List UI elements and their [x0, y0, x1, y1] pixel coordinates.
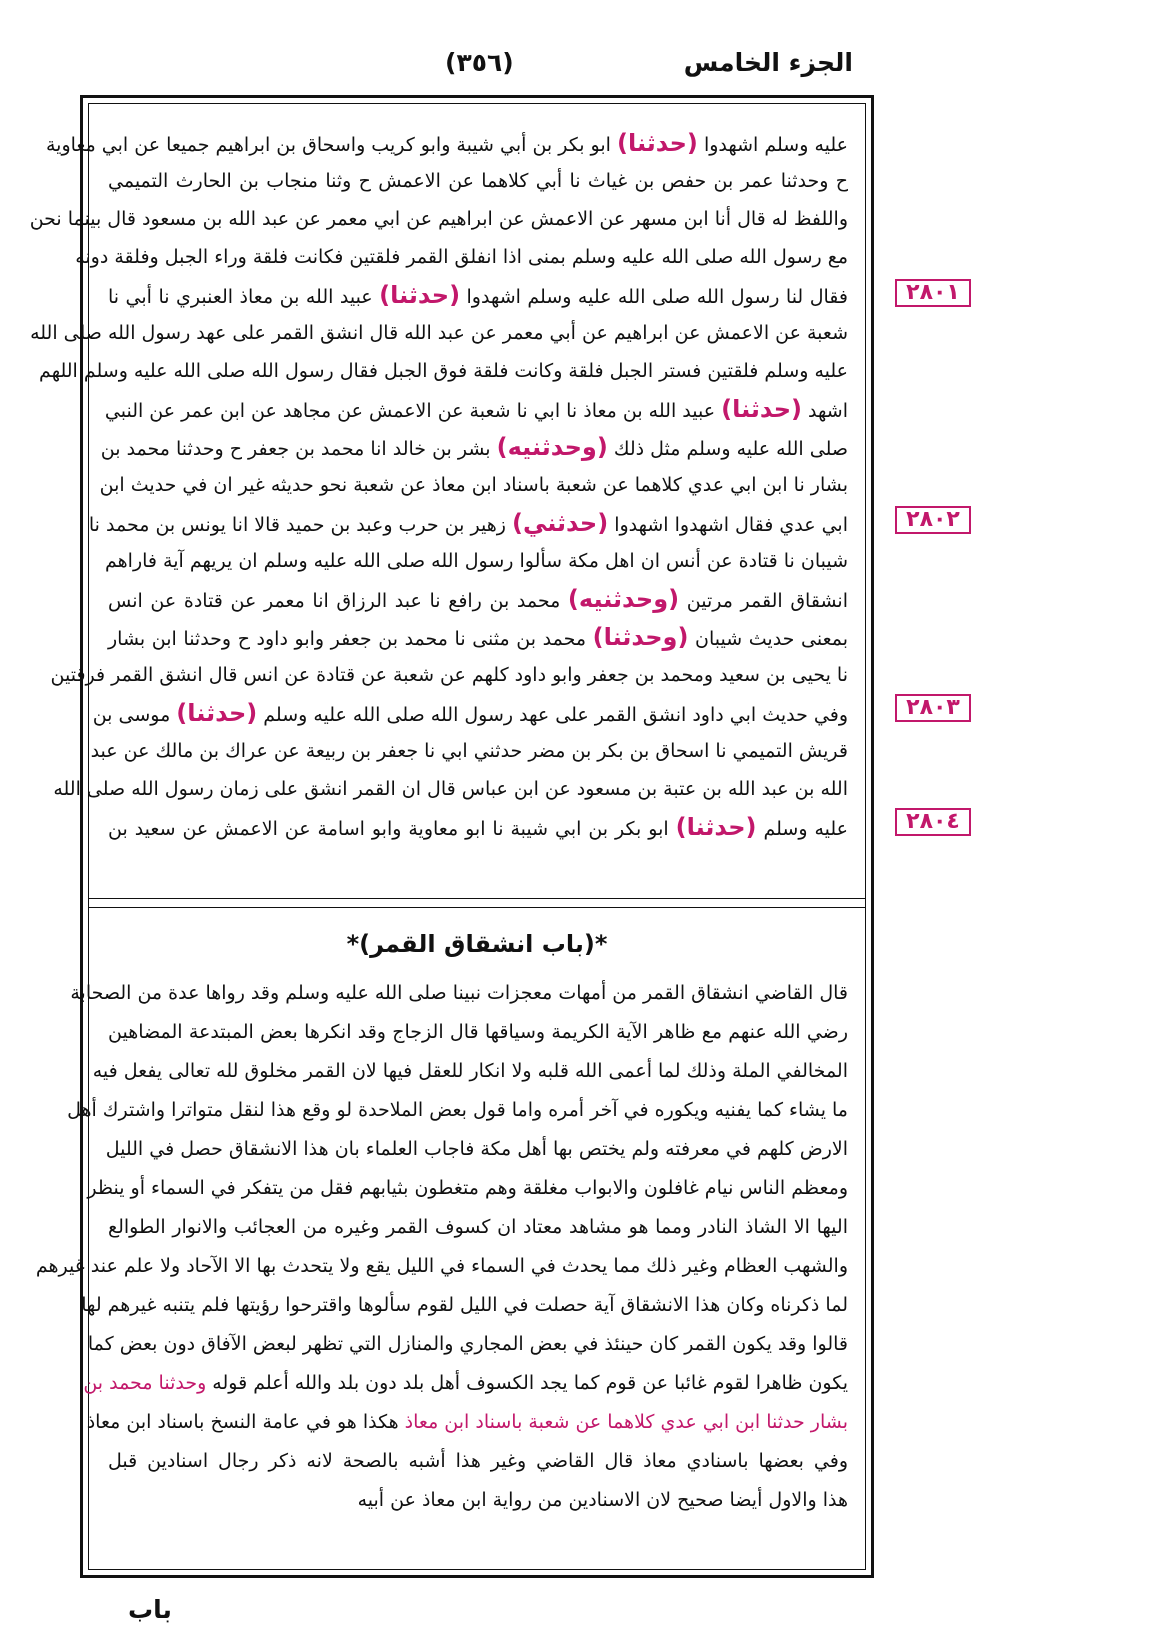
text-line: قريش التميمي نا اسحاق بن بكر بن مضر حدثني ابي نا جعفر بن ربيعة عن عراك بن مالك عن عبد	[90, 740, 848, 762]
text-line: الارض كلهم في معرفته ولم يختص بها أهل مكة فاجاب العلماء بان هذا الانشقاق حصل في الليل	[105, 1138, 848, 1160]
text-line: رضي الله عنهم مع ظاهر الآية الكريمة وسياقها قال الزجاج وقد انكرها بعض المبتدعة المضاهين	[108, 1021, 848, 1043]
text-line: ما يشاء كما يفنيه ويكوره في آخر أمره واما قول بعض الملاحدة لو وقع هذا لنقل متواترا واشترك أهل	[67, 1099, 848, 1121]
section-divider	[88, 898, 866, 899]
part-title: الجزء الخامس	[683, 48, 853, 77]
text-line: وفي بعضها باسنادي معاذ قال القاضي وغير هذا أشبه بالصحة لانه ذكر رجال اسنادين قبل	[108, 1450, 848, 1472]
text-line: عليه وسلم (حدثنا) ابو بكر بن ابي شيبة نا ابو معاوية وابو اسامة عن الاعمش عن سعيد بن	[108, 813, 848, 841]
text-line: بمعنى حديث شيبان (وحدثنا) محمد بن مثنى نا محمد بن جعفر وابو داود ح وحدثنا ابن بشار	[108, 623, 849, 651]
text-line: قالوا وقد يكون القمر كان حينئذ في بعض المجاري والمنازل التي تظهر لبعض الآفاق دون بعض كما	[87, 1333, 848, 1355]
text-line: نا يحيى بن سعيد ومحمد بن جعفر وابو داود كلهم عن شعبة عن قتادة عن انس قال انشق القمر فرقتين	[50, 664, 848, 686]
page-number: (٣٥٦)	[445, 48, 514, 77]
hadith-number: ٢٨٠٤	[895, 808, 971, 836]
text-line: لما ذكرناه وكان هذا الانشقاق آية حصلت في الليل لقوم سألوها واقترحوا رؤيتها فلم يتنبه غيرهم لها	[81, 1294, 848, 1316]
text-line: ابي عدي فقال اشهدوا اشهدوا (حدثني) زهير بن حرب وعبد بن حميد قالا انا يونس بن محمد نا	[88, 509, 848, 537]
text-line: عليه وسلم فلقتين فستر الجبل فلقة وكانت فلقة فوق الجبل فقال رسول الله صلى الله عليه وسلم اللهم	[39, 360, 848, 382]
text-line: بشار حدثنا ابن ابي عدي كلاهما عن شعبة باسناد ابن معاذ هكذا هو في عامة النسخ باسناد ابن معاذ	[86, 1411, 848, 1433]
section-divider	[88, 907, 866, 908]
text-line: واللفظ له قال أنا ابن مسهر عن الاعمش عن ابراهيم عن ابي معمر عن عبد الله بن مسعود قال بينما نحن	[29, 208, 848, 230]
text-line: ومعظم الناس نيام غافلون والابواب مغلقة وهم متغطون بثيابهم فقل من يتفكر في السماء أو ينظر	[87, 1177, 848, 1199]
text-line: عليه وسلم اشهدوا (حدثنا) ابو بكر بن أبي شيبة وابو كريب واسحاق بن ابراهيم جميعا عن ابي معاوية	[45, 129, 848, 157]
text-line: مع رسول الله صلى الله عليه وسلم بمنى اذا انفلق القمر فلقتين فكانت فلقة وراء الجبل وفلقة دونه	[75, 246, 848, 268]
text-line: وفي حديث ابي داود انشق القمر على عهد رسول الله صلى الله عليه وسلم (حدثنا) موسى بن	[92, 699, 848, 727]
quoted-phrase: بشار حدثنا ابن ابي عدي كلاهما عن شعبة باسناد ابن معاذ	[404, 1411, 848, 1433]
text-line: هذا والاول أيضا صحيح لان الاسنادين من رواية ابن معاذ عن أبيه	[357, 1489, 848, 1511]
text-line: المخالفي الملة وذلك لما أعمى الله قلبه ولا انكار للعقل فيها لان القمر مخلوق لله تعالى يفعل فيه	[92, 1060, 848, 1082]
hadith-number: ٢٨٠٣	[895, 694, 971, 722]
text-line: فقال لنا رسول الله صلى الله عليه وسلم اشهدوا (حدثنا) عبيد الله بن معاذ العنبري نا أبي نا	[108, 281, 848, 309]
text-line: بشار نا ابن ابي عدي كلاهما عن شعبة باسناد ابن معاذ عن شعبة نحو حديثه غير ان في حديث ابن	[99, 474, 848, 496]
text-line: صلى الله عليه وسلم مثل ذلك (وحدثنيه) بشر بن خالد انا محمد بن جعفر ح وحدثنا محمد بن	[100, 433, 848, 461]
text-line: اشهد (حدثنا) عبيد الله بن معاذ نا ابي نا شعبة عن الاعمش عن مجاهد عن ابن عمر عن النبي	[104, 395, 848, 423]
chapter-title: *(باب انشقاق القمر)*	[346, 930, 608, 958]
hadith-number: ٢٨٠١	[895, 279, 971, 307]
text-line: الله بن عبد الله بن عتبة بن مسعود عن ابن عباس قال ان القمر انشق على زمان رسول الله صلى الله	[53, 778, 848, 800]
text-line: شعبة عن الاعمش عن ابراهيم عن أبي معمر عن عبد الله قال انشق القمر على عهد رسول الله صلى الله	[30, 322, 848, 344]
text-line: ح وحدثنا عمر بن حفص بن غياث نا أبي كلاهما عن الاعمش ح وثنا منجاب بن الحارث التميمي	[108, 170, 848, 192]
text-line: يكون ظاهرا لقوم غائبا عن قوم كما يجد الكسوف أهل بلد دون بلد والله أعلم قوله وحدثنا محمد بن	[83, 1372, 848, 1394]
text-line: قال القاضي انشقاق القمر من أمهات معجزات نبينا صلى الله عليه وسلم وقد رواها عدة من الصحابة	[70, 982, 848, 1004]
text-line: شيبان نا قتادة عن أنس ان اهل مكة سألوا رسول الله صلى الله عليه وسلم ان يريهم آية فاراهم	[105, 550, 848, 572]
text-line: انشقاق القمر مرتين (وحدثنيه) محمد بن رافع نا عبد الرزاق انا معمر عن قتادة عن انس	[108, 585, 848, 613]
text-line: والشهب العظام وغير ذلك مما يحدث في السماء في الليل يقع ولا يتحدث بها الا الآحاد ولا علم عند غيرهم	[35, 1255, 848, 1277]
text-line: اليها الا الشاذ النادر ومما هو مشاهد معتاد ان كسوف القمر وغيره من العجائب والانوار الطوالع	[108, 1216, 848, 1238]
quoted-phrase: وحدثنا محمد بن	[83, 1372, 207, 1394]
hadith-number: ٢٨٠٢	[895, 506, 971, 534]
catchword: باب	[128, 1595, 172, 1624]
